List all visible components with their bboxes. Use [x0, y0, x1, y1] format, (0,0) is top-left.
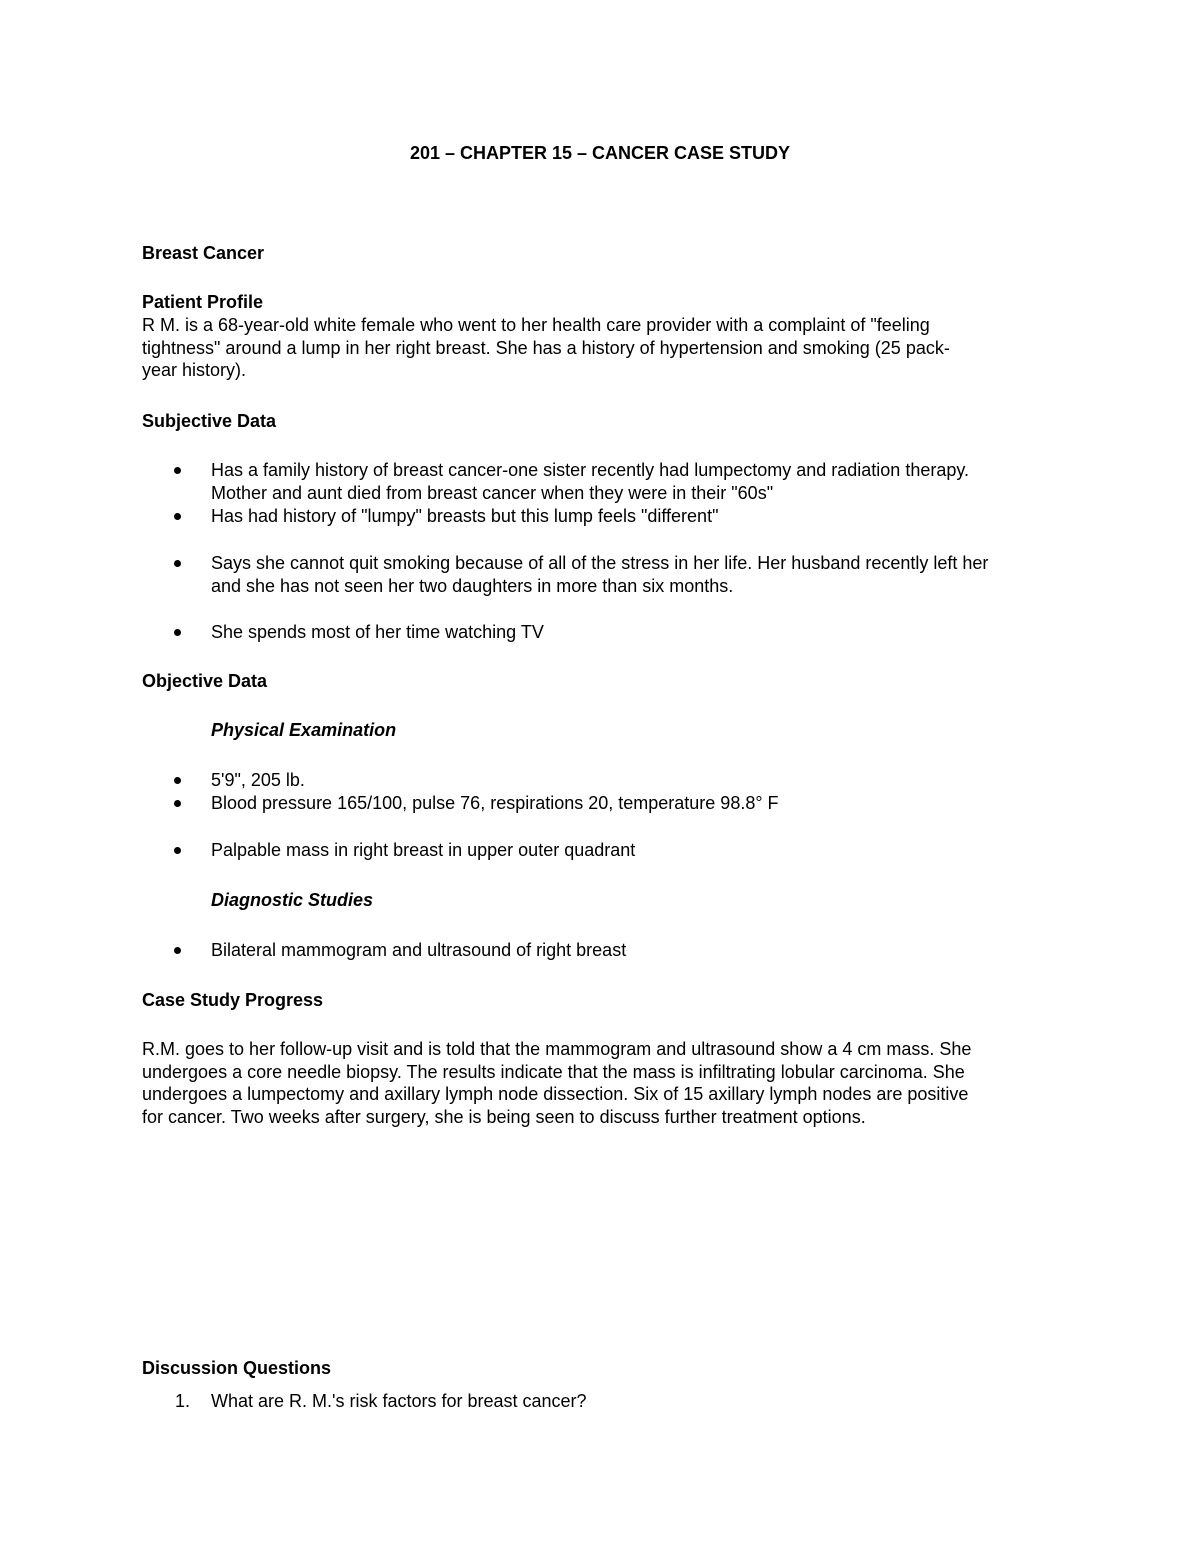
list-item-text: Says she cannot quit smoking because of all of the stress in her life. Her husband recently left her	[211, 553, 989, 573]
patient-profile-paragraph	[142, 314, 1072, 382]
bullet-icon	[174, 560, 181, 567]
objective-data-heading: Objective Data	[142, 671, 268, 691]
case-study-progress-heading: Case Study Progress	[142, 990, 324, 1010]
bullet-icon	[174, 629, 181, 636]
case-study-progress-paragraph	[142, 1038, 1072, 1128]
patient-profile-line: year history).	[142, 360, 247, 380]
list-item-text: Blood pressure 165/100, pulse 76, respirations 20, temperature 98.8° F	[211, 793, 779, 813]
section-title-breast-cancer: Breast Cancer	[142, 243, 265, 263]
patient-profile-line: tightness" around a lump in her right breast. She has a history of hypertension and smoking (25 pack-	[142, 337, 950, 358]
bullet-icon	[174, 847, 181, 854]
progress-line: R.M. goes to her follow-up visit and is told that the mammogram and ultrasound show a 4 cm mass. She	[142, 1039, 972, 1059]
patient-profile-line: R M. is a 68-year-old white female who went to her health care provider with a complaint of "feeling	[142, 315, 930, 335]
diagnostic-studies-heading: Diagnostic Studies	[211, 890, 374, 910]
list-item-text: 5'9", 205 lb.	[211, 770, 305, 790]
bullet-icon	[174, 513, 181, 520]
question-text: What are R. M.'s risk factors for breast cancer?	[211, 1391, 587, 1411]
progress-line: undergoes a lumpectomy and axillary lymph node dissection. Six of 15 axillary lymph nodes are positive	[142, 1084, 969, 1104]
list-item-text: She spends most of her time watching TV	[211, 622, 544, 642]
subjective-data-heading: Subjective Data	[142, 411, 277, 431]
progress-line: undergoes a core needle biopsy. The results indicate that the mass is infiltrating lobular carcinoma. She	[142, 1061, 965, 1082]
list-item-text: Bilateral mammogram and ultrasound of right breast	[211, 940, 627, 960]
progress-line: for cancer. Two weeks after surgery, she is being seen to discuss further treatment options.	[142, 1106, 866, 1127]
list-item-text: Has a family history of breast cancer-one sister recently had lumpectomy and radiation therapy.	[211, 460, 970, 480]
list-item-text: Mother and aunt died from breast cancer when they were in their "60s"	[211, 482, 774, 503]
bullet-icon	[174, 777, 181, 784]
physical-examination-heading: Physical Examination	[211, 720, 397, 740]
bullet-icon	[174, 467, 181, 474]
list-item-text: Has had history of "lumpy" breasts but this lump feels "different"	[211, 506, 719, 526]
list-item-text: and she has not seen her two daughters in more than six months.	[211, 575, 734, 596]
bullet-icon	[174, 947, 181, 954]
discussion-questions-heading: Discussion Questions	[142, 1358, 332, 1378]
patient-profile-heading: Patient Profile	[142, 292, 264, 312]
document-title: 201 – CHAPTER 15 – CANCER CASE STUDY	[409, 143, 791, 163]
bullet-icon	[174, 800, 181, 807]
question-number: 1.	[175, 1391, 191, 1411]
list-item-text: Palpable mass in right breast in upper outer quadrant	[211, 840, 636, 860]
